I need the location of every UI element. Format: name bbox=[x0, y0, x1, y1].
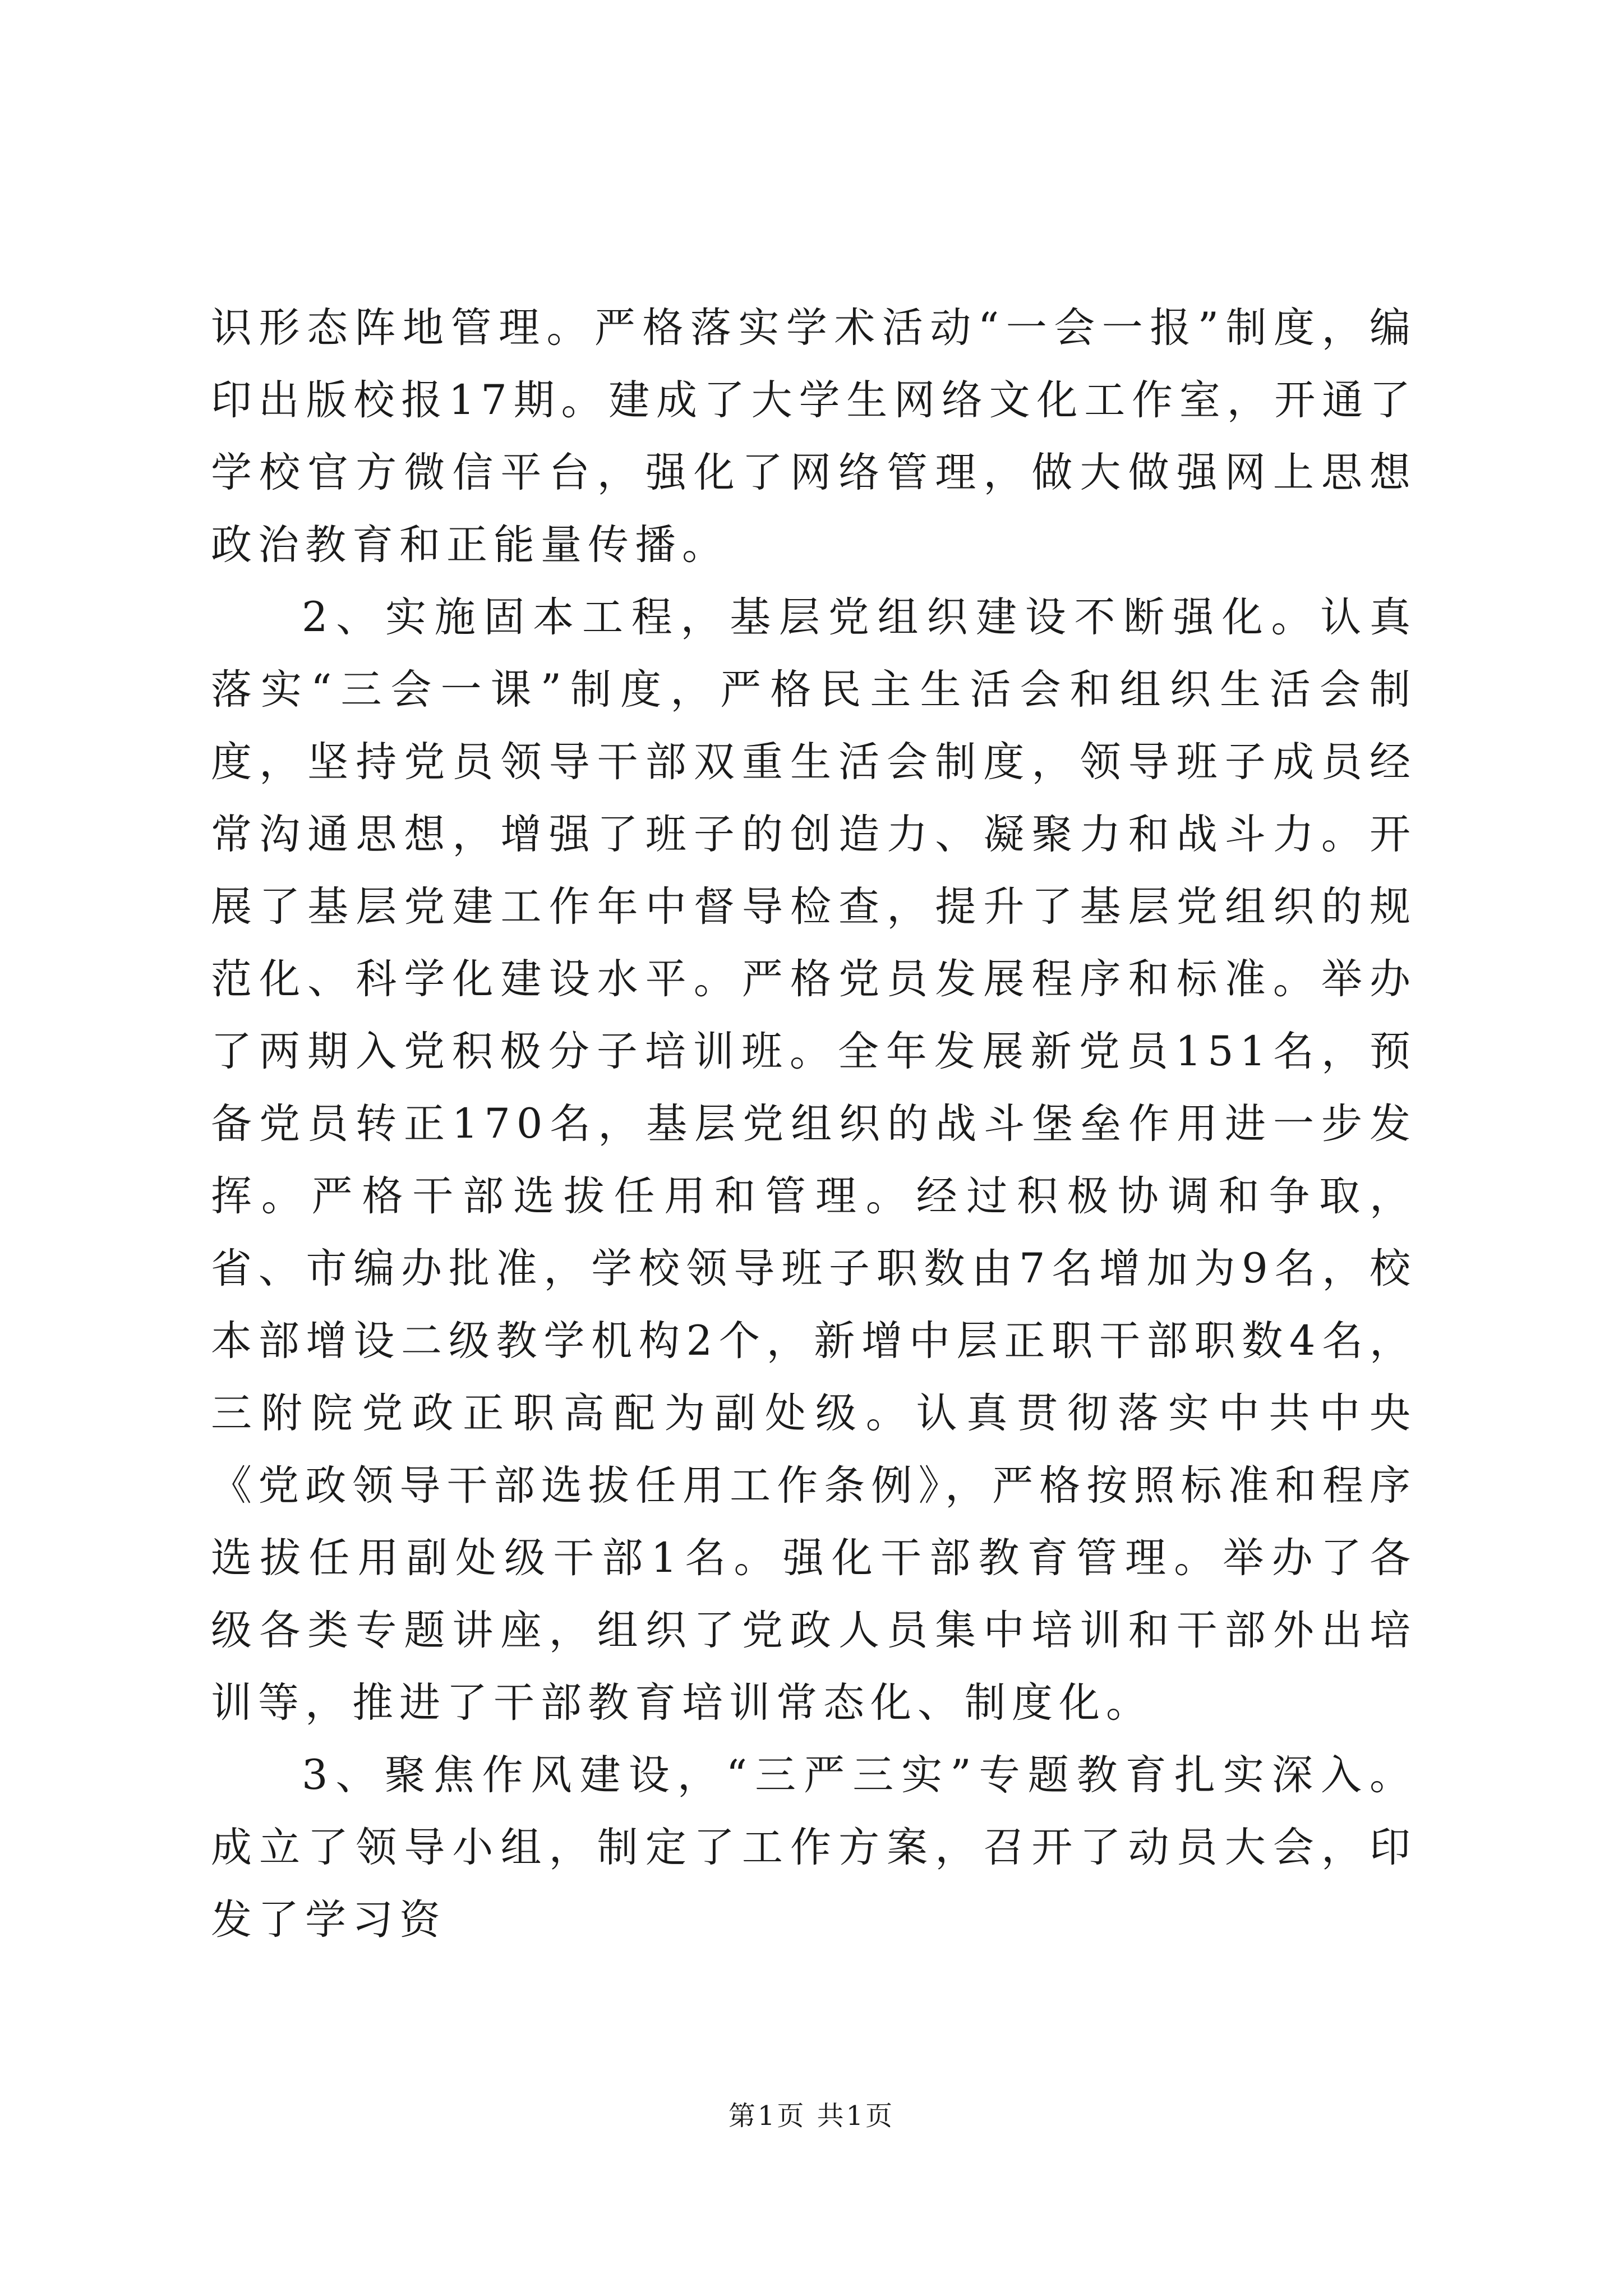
paragraph-2: 2、实施固本工程，基层党组织建设不断强化。认真落实“三会一课”制度，严格民主生活会和组织生活会制度，坚持党员领导干部双重生活会制度，领导班子成员经常沟通思想，增强了班子的创造力、凝聚力和战斗力。开展了基层党建工作年中督导检查，提升了基层党组织的规范化、科学化建设水平。严格党员发展程序和标准。举办了两期入党积极分子培训班。全年发展新党员151名，预备党员转正170名，基层党组织的战斗堡垒作用进一步发挥。严格干部选拔任用和管理。经过积极协调和争取，省、市编办批准，学校领导班子职数由7名增加为9名，校本部增设二级教学机构2个，新增中层正职干部职数4名，三附院党政正职高配为副处级。认真贯彻落实中共中央《党政领导干部选拔任用工作条例》，严格按照标准和程序选拔任用副处级干部1名。强化干部教育管理。举办了各级各类专题讲座，组织了党政人员集中培训和干部外出培训等，推进了干部教育培训常态化、制度化。 bbox=[211, 593, 1417, 1727]
paragraph-1: 识形态阵地管理。严格落实学术活动“一会一报”制度，编印出版校报17期。建成了大学生网络文化工作室，开通了学校官方微信平台，强化了网络管理，做大做强网上思想政治教育和正能量传播。 bbox=[211, 304, 1417, 569]
paragraph-3: 3、聚焦作风建设，“三严三实”专题教育扎实深入。成立了领导小组，制定了工作方案，召开了动员大会，印发了学习资 bbox=[211, 1751, 1417, 1944]
document-body bbox=[211, 292, 1417, 1956]
page-number-footer: 第1页 共1页 bbox=[728, 2100, 895, 2132]
